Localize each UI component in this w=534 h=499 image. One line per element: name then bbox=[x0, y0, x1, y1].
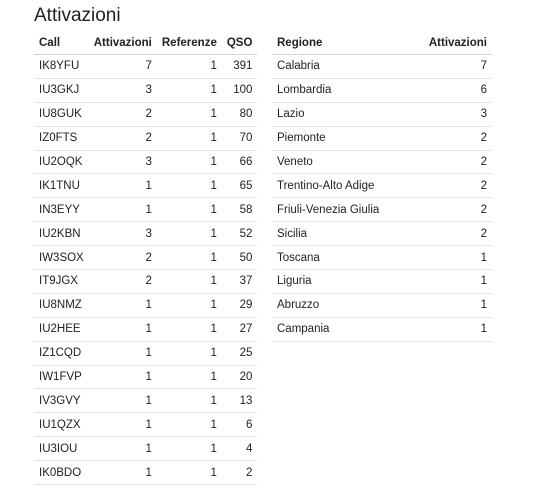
qso-cell: 50 bbox=[222, 246, 258, 270]
call-cell: IU2OQK bbox=[34, 150, 89, 174]
call-cell: IK0BDO bbox=[34, 461, 89, 485]
call-cell: IT9JGX bbox=[34, 270, 89, 294]
table-row bbox=[34, 461, 257, 485]
activations-cell: 1 bbox=[89, 293, 157, 317]
region-cell: Calabria bbox=[272, 55, 409, 79]
references-cell: 1 bbox=[157, 222, 222, 246]
table-row bbox=[34, 389, 257, 413]
call-cell: IU3IOU bbox=[34, 437, 89, 461]
activations-cell: 1 bbox=[89, 198, 157, 222]
qso-cell: 27 bbox=[222, 317, 258, 341]
activations-cell: 1 bbox=[89, 174, 157, 198]
activations-cell: 2 bbox=[409, 150, 492, 174]
table-row bbox=[34, 174, 257, 198]
qso-cell: 100 bbox=[222, 78, 258, 102]
activations-cell: 3 bbox=[89, 222, 157, 246]
table-row bbox=[272, 126, 492, 150]
activations-cell: 1 bbox=[409, 317, 492, 341]
qso-cell: 52 bbox=[222, 222, 258, 246]
references-cell: 1 bbox=[157, 270, 222, 294]
references-cell: 1 bbox=[157, 78, 222, 102]
activations-cell: 2 bbox=[89, 270, 157, 294]
qso-cell: 6 bbox=[222, 413, 258, 437]
activations-cell: 1 bbox=[89, 413, 157, 437]
call-cell: IK1TNU bbox=[34, 174, 89, 198]
column-header-activations[interactable]: Attivazioni bbox=[89, 32, 157, 55]
table-row bbox=[34, 78, 257, 102]
call-cell: IK8YFU bbox=[34, 55, 89, 79]
references-cell: 1 bbox=[157, 246, 222, 270]
table-row bbox=[272, 78, 492, 102]
region-cell: Veneto bbox=[272, 150, 409, 174]
call-cell: IZ1CQD bbox=[34, 341, 89, 365]
qso-cell: 2 bbox=[222, 461, 258, 485]
call-cell: IZ0FTS bbox=[34, 126, 89, 150]
table-row bbox=[34, 55, 257, 79]
activations-cell: 1 bbox=[409, 293, 492, 317]
activations-cell: 7 bbox=[89, 55, 157, 79]
page-title: Attivazioni bbox=[34, 5, 121, 26]
region-activations-table bbox=[272, 32, 492, 342]
call-cell: IU3GKJ bbox=[34, 78, 89, 102]
table-row bbox=[34, 317, 257, 341]
table-row bbox=[34, 246, 257, 270]
table-header-row bbox=[272, 32, 492, 55]
references-cell: 1 bbox=[157, 174, 222, 198]
activations-cell: 2 bbox=[89, 246, 157, 270]
qso-cell: 29 bbox=[222, 293, 258, 317]
table-row bbox=[272, 150, 492, 174]
qso-cell: 37 bbox=[222, 270, 258, 294]
table-row bbox=[34, 102, 257, 126]
activations-cell: 2 bbox=[409, 174, 492, 198]
call-cell: IU8NMZ bbox=[34, 293, 89, 317]
activations-cell: 3 bbox=[89, 78, 157, 102]
references-cell: 1 bbox=[157, 389, 222, 413]
references-cell: 1 bbox=[157, 55, 222, 79]
references-cell: 1 bbox=[157, 102, 222, 126]
activations-cell: 1 bbox=[89, 461, 157, 485]
region-cell: Lazio bbox=[272, 102, 409, 126]
call-cell: IN3EYY bbox=[34, 198, 89, 222]
table-row bbox=[272, 102, 492, 126]
table-row bbox=[272, 198, 492, 222]
activations-cell: 2 bbox=[409, 222, 492, 246]
table-row bbox=[34, 222, 257, 246]
table-row bbox=[272, 270, 492, 294]
references-cell: 1 bbox=[157, 150, 222, 174]
activations-cell: 1 bbox=[89, 365, 157, 389]
qso-cell: 25 bbox=[222, 341, 258, 365]
table-row bbox=[34, 198, 257, 222]
activations-cell: 3 bbox=[409, 102, 492, 126]
call-cell: IW3SOX bbox=[34, 246, 89, 270]
table-row bbox=[272, 55, 492, 79]
call-cell: IU2KBN bbox=[34, 222, 89, 246]
qso-cell: 20 bbox=[222, 365, 258, 389]
call-cell: IW1FVP bbox=[34, 365, 89, 389]
qso-cell: 391 bbox=[222, 55, 258, 79]
table-row bbox=[34, 341, 257, 365]
call-activations-table bbox=[34, 32, 257, 485]
activations-cell: 1 bbox=[89, 389, 157, 413]
column-header-call[interactable]: Call bbox=[34, 32, 89, 55]
region-cell: Toscana bbox=[272, 246, 409, 270]
column-header-activations[interactable]: Attivazioni bbox=[409, 32, 492, 55]
call-cell: IU2HEE bbox=[34, 317, 89, 341]
references-cell: 1 bbox=[157, 293, 222, 317]
table-row bbox=[34, 413, 257, 437]
call-cell: IU1QZX bbox=[34, 413, 89, 437]
qso-cell: 70 bbox=[222, 126, 258, 150]
table-row bbox=[34, 126, 257, 150]
activations-cell: 2 bbox=[409, 198, 492, 222]
activations-cell: 7 bbox=[409, 55, 492, 79]
activations-cell: 3 bbox=[89, 150, 157, 174]
qso-cell: 66 bbox=[222, 150, 258, 174]
region-cell: Lombardia bbox=[272, 78, 409, 102]
table-row bbox=[272, 174, 492, 198]
region-cell: Sicilia bbox=[272, 222, 409, 246]
references-cell: 1 bbox=[157, 341, 222, 365]
activations-cell: 2 bbox=[89, 126, 157, 150]
region-cell: Campania bbox=[272, 317, 409, 341]
column-header-references[interactable]: Referenze bbox=[157, 32, 222, 55]
table-row bbox=[272, 293, 492, 317]
qso-cell: 65 bbox=[222, 174, 258, 198]
table-row bbox=[34, 437, 257, 461]
references-cell: 1 bbox=[157, 413, 222, 437]
table-row bbox=[34, 150, 257, 174]
activations-cell: 1 bbox=[409, 270, 492, 294]
table-row bbox=[272, 222, 492, 246]
activations-cell: 1 bbox=[89, 437, 157, 461]
activations-cell: 2 bbox=[89, 102, 157, 126]
references-cell: 1 bbox=[157, 317, 222, 341]
references-cell: 1 bbox=[157, 126, 222, 150]
activations-cell: 1 bbox=[89, 317, 157, 341]
qso-cell: 13 bbox=[222, 389, 258, 413]
references-cell: 1 bbox=[157, 437, 222, 461]
table-header-row bbox=[34, 32, 257, 55]
qso-cell: 4 bbox=[222, 437, 258, 461]
references-cell: 1 bbox=[157, 198, 222, 222]
table-row bbox=[34, 365, 257, 389]
activations-cell: 2 bbox=[409, 126, 492, 150]
table-row bbox=[34, 293, 257, 317]
references-cell: 1 bbox=[157, 461, 222, 485]
table-row bbox=[272, 317, 492, 341]
qso-cell: 80 bbox=[222, 102, 258, 126]
call-cell: IU8GUK bbox=[34, 102, 89, 126]
region-cell: Abruzzo bbox=[272, 293, 409, 317]
qso-cell: 58 bbox=[222, 198, 258, 222]
references-cell: 1 bbox=[157, 365, 222, 389]
table-row bbox=[272, 246, 492, 270]
column-header-region[interactable]: Regione bbox=[272, 32, 409, 55]
table-row bbox=[34, 270, 257, 294]
activations-cell: 1 bbox=[89, 341, 157, 365]
region-cell: Liguria bbox=[272, 270, 409, 294]
region-cell: Piemonte bbox=[272, 126, 409, 150]
column-header-qso[interactable]: QSO bbox=[222, 32, 258, 55]
region-cell: Trentino-Alto Adige bbox=[272, 174, 409, 198]
call-cell: IV3GVY bbox=[34, 389, 89, 413]
region-cell: Friuli-Venezia Giulia bbox=[272, 198, 409, 222]
activations-cell: 1 bbox=[409, 246, 492, 270]
activations-cell: 6 bbox=[409, 78, 492, 102]
